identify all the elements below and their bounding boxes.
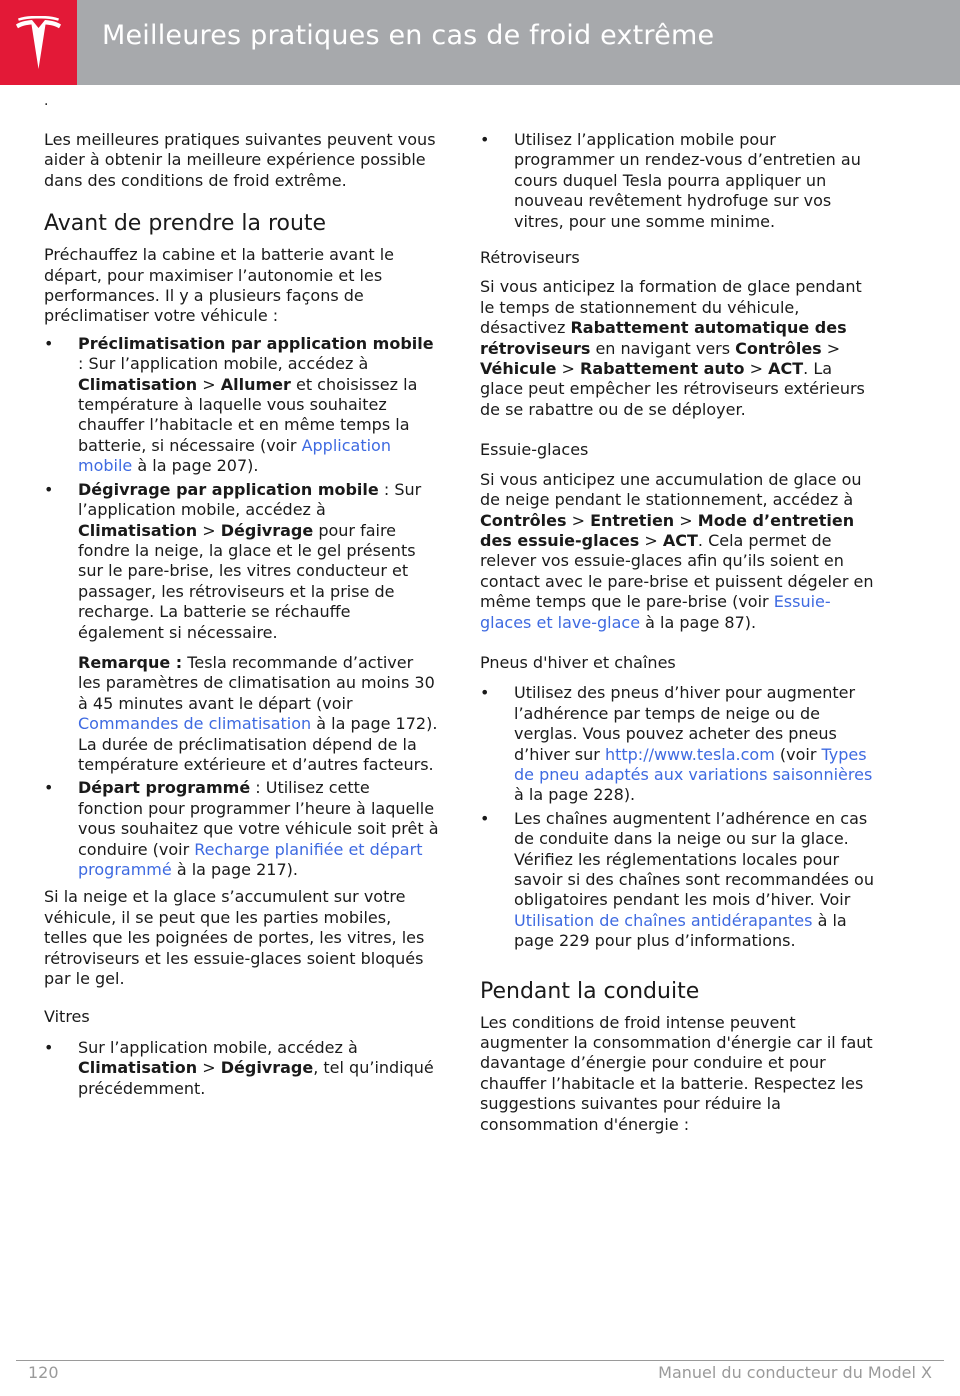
- section-intro-paragraph: Préchauffez la cabine et la batterie avant le départ, pour maximiser l’autonomie et les performances. Il y a plusieurs façons de préclimatiser votre véhicule :: [44, 245, 394, 326]
- menu-path-degivrage: Dégivrage: [220, 1058, 314, 1078]
- right-column: [480, 130, 875, 1135]
- list-item-chaines: • Les chaînes augmentent l’adhérence en cas de conduite dans la neige ou sur la glace. Vérifiez les réglementations locales pour savoir si des chaînes sont recommandées ou obligatoires pendant les mois d’hiver. Voir Utilisation de chaînes antidérapantes à la page 229 pour plus d’informations.: [480, 809, 875, 952]
- link-essuie-glaces[interactable]: Essuie-glaces et lave-glace: [480, 592, 831, 632]
- menu-path-degivrage: Dégivrage: [220, 520, 314, 540]
- page-number: 120: [28, 1363, 59, 1382]
- list-item-vitres: • Sur l’application mobile, accédez à Climatisation > Dégivrage, tel qu’indiqué précédemment.: [44, 1038, 439, 1099]
- menu-path-vehicule: Véhicule: [480, 359, 557, 379]
- ice-paragraph: Si la neige et la glace s’accumulent sur votre véhicule, il se peut que les parties mobiles, telles que les poignées de portes, les vitres, les rétroviseurs et les essuie-glaces soient bloqués par le gel.: [44, 887, 425, 989]
- menu-path-climatisation: Climatisation: [78, 520, 198, 540]
- menu-path-entretien: Entretien: [590, 510, 675, 530]
- note-label: Remarque :: [78, 652, 183, 672]
- left-column: [44, 130, 439, 1099]
- tesla-logo: [0, 0, 77, 85]
- menu-path-controles: Contrôles: [480, 510, 567, 530]
- bullet-title: Départ programmé: [78, 778, 251, 798]
- menu-path-climatisation: Climatisation: [78, 1058, 198, 1078]
- list-item-revetement-hydrofuge: • Utilisez l’application mobile pour programmer un rendez-vous d’entretien au cours duquel Tesla pourra appliquer un nouveau revêtement hydrofuge sur vos vitres, pour une somme minime.: [480, 130, 875, 232]
- stray-dot: .: [44, 93, 49, 109]
- list-item-preclim-app: • Préclimatisation par application mobile : Sur l’application mobile, accédez à Climatisation > Allumer et choisissez la température à laquelle vous souhaitez chauffer l’habitacle et en même temps la batterie, si nécessaire (voir Application mobile à la page 207).: [44, 334, 439, 477]
- menu-path-climatisation: Climatisation: [78, 374, 198, 394]
- menu-path-act: ACT: [768, 359, 804, 379]
- menu-path-allumer: Allumer: [220, 374, 291, 394]
- retroviseurs-paragraph: Si vous anticipez la formation de glace pendant le temps de stationnement du véhicule, désactivez Rabattement automatique des rétroviseurs en navigant vers Contrôles > Véhicule > Rabattement auto > ACT. La glace peut empêcher les rétroviseurs extérieurs de se rabattre ou de se déployer.: [480, 277, 865, 419]
- menu-path-act: ACT: [662, 530, 698, 550]
- link-recharge-planifiee[interactable]: Recharge planifiée et départ programmé: [78, 839, 423, 879]
- link-tesla-website[interactable]: http://www.tesla.com: [604, 744, 775, 764]
- subheading-vitres: Vitres: [44, 1007, 90, 1027]
- conduite-paragraph: Les conditions de froid intense peuvent augmenter la consommation d'énergie car il faut davantage d’énergie pour conduire et pour chauffer l’habitacle et la batterie. Respectez les suggestions suivantes pour réduire la consommation d'énergie :: [480, 1012, 873, 1134]
- menu-path-rabattement-auto: Rabattement auto: [580, 359, 745, 379]
- subheading-pneus: Pneus d'hiver et chaînes: [480, 652, 676, 672]
- menu-path-mode-entretien: Mode d’entretien des essuie-glaces: [480, 510, 855, 550]
- list-item-degivrage-app: • Dégivrage par application mobile : Sur l’application mobile, accédez à Climatisation > Dégivrage pour faire fondre la neige, la glace et le gel présents sur le pare-brise, les vitres conducteur et passager, les rétroviseurs et la prise de recharge. La batterie se réchauffe également si nécessaire.: [44, 480, 439, 643]
- page-header: [0, 0, 960, 85]
- essuie-glaces-paragraph: Si vous anticipez une accumulation de glace ou de neige pendant le stationnement, accédez à Contrôles > Entretien > Mode d’entretien des essuie-glaces > ACT. Cela permet de relever vos essuie-glaces afin qu’ils soient en contact avec le pare-brise et puissent dégeler en même temps que le pare-brise (voir Essuie-glaces et lave-glace à la page 87).: [480, 469, 874, 632]
- setting-rabattement-auto: Rabattement automatique des rétroviseurs: [480, 318, 847, 358]
- footer-divider: [16, 1360, 944, 1361]
- intro-paragraph: Les meilleures pratiques suivantes peuvent vous aider à obtenir la meilleure expérience possible dans des conditions de froid extrême.: [44, 130, 436, 190]
- link-types-de-pneu[interactable]: Types de pneu adaptés aux variations saisonnières: [514, 744, 873, 784]
- tesla-logo-icon: [14, 16, 63, 69]
- bullet-title: Préclimatisation par application mobile: [78, 333, 434, 353]
- link-chaines-antiderapantes[interactable]: Utilisation de chaînes antidérapantes: [514, 910, 813, 930]
- manual-title: Manuel du conducteur du Model X: [658, 1363, 932, 1382]
- menu-path-controles: Contrôles: [735, 338, 822, 358]
- link-application-mobile[interactable]: Application mobile: [78, 435, 391, 476]
- subheading-retroviseurs: Rétroviseurs: [480, 248, 580, 268]
- section-heading-conduite: Pendant la conduite: [480, 978, 700, 1004]
- subheading-essuie-glaces: Essuie-glaces: [480, 440, 589, 460]
- note-climatisation: Remarque : Tesla recommande d’activer les paramètres de climatisation au moins 30 à 45 minutes avant le départ (voir Commandes de climatisation à la page 172). La durée de préclimatisation dépend de la température extérieure et d’autres facteurs.: [78, 652, 438, 774]
- list-item-pneus-hiver: • Utilisez des pneus d’hiver pour augmenter l’adhérence par temps de neige ou de verglas. Vous pouvez acheter des pneus d’hiver sur http://www.tesla.com (voir Types de pneu adaptés aux variations saisonnières à la page 228).: [480, 683, 875, 805]
- list-item-depart-programme: • Départ programmé : Utilisez cette fonction pour programmer l’heure à laquelle vous souhaitez que votre véhicule soit prêt à conduire (voir Recharge planifiée et départ programmé à la page 217).: [44, 778, 439, 880]
- page-title: Meilleures pratiques en cas de froid extrême: [102, 20, 715, 51]
- link-commandes-climatisation[interactable]: Commandes de climatisation: [78, 714, 312, 734]
- section-heading-avant: Avant de prendre la route: [44, 211, 327, 237]
- bullet-title: Dégivrage par application mobile: [78, 479, 379, 499]
